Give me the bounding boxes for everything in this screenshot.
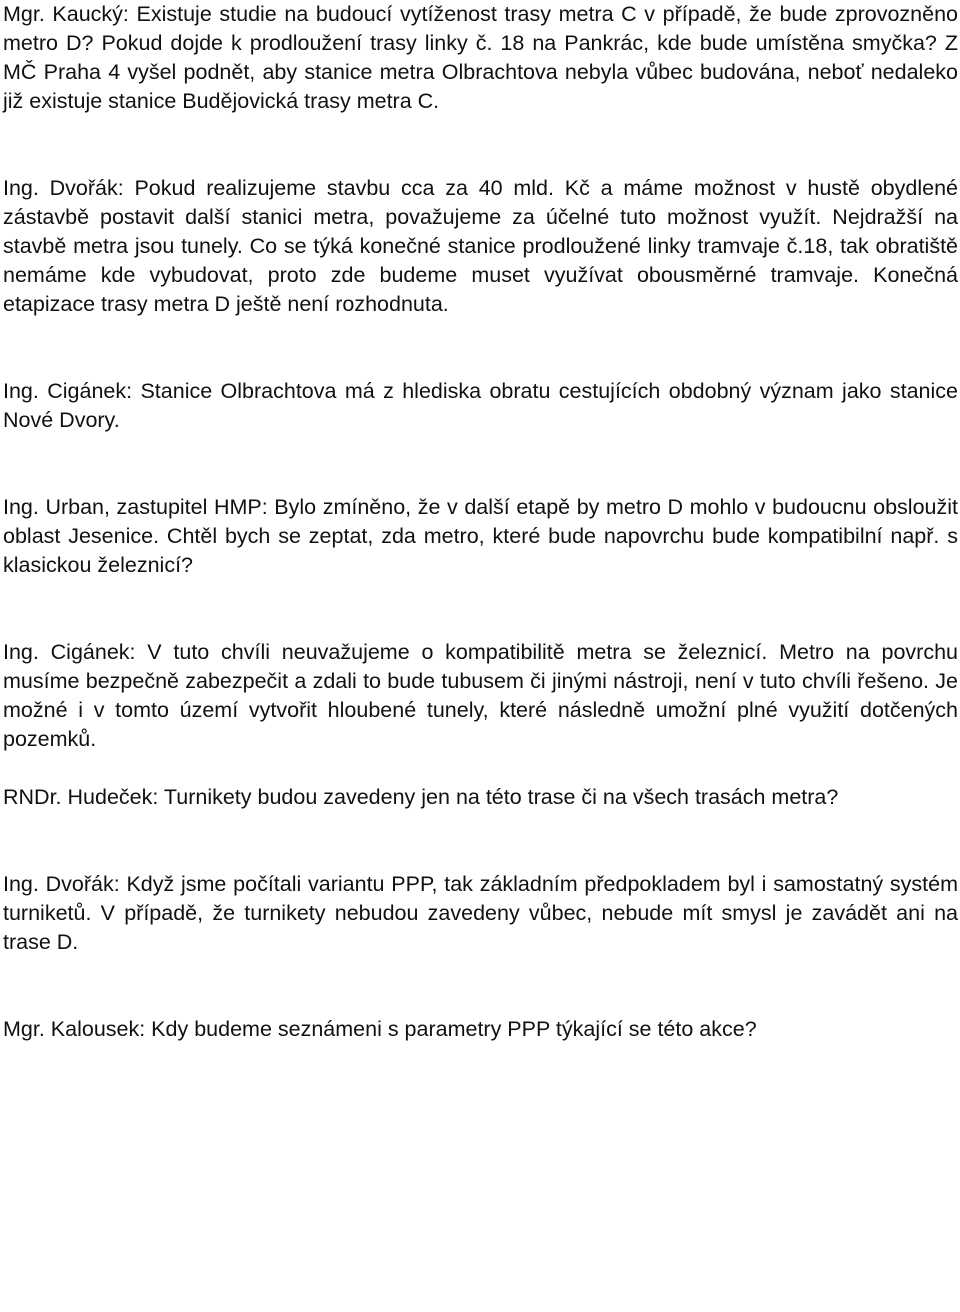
paragraph-hudecek-question: RNDr. Hudeček: Turnikety budou zavedeny jen na této trase či na všech trasách metra?: [3, 785, 839, 809]
document-page: [3, 0, 958, 1044]
paragraph-spacer: [3, 957, 958, 1015]
paragraph-urban-question: Ing. Urban, zastupitel HMP: Bylo zmíněno, že v další etapě by metro D mohlo v budoucnu obsloužit oblast Jesenice. Chtěl bych se zeptat, zda metro, které bude napovrchu bude kompatibilní např. s klasickou železnicí?: [3, 495, 958, 577]
paragraph-ciganek-compatibility: Ing. Cigánek: V tuto chvíli neuvažujeme o kompatibilitě metra se železnicí. Metro na povrchu musíme bezpečně zabezpečit a zdali to bude tubusem či jinými nástroji, není v tuto chvíli řešeno. Je možné i v tomto území vytvořit hloubené tunely, které následně umožní plné využití dotčených pozemků.: [3, 640, 958, 751]
paragraph-spacer: [3, 319, 958, 377]
paragraph-spacer: [3, 812, 958, 870]
paragraph-kaucky-question: Mgr. Kaucký: Existuje studie na budoucí vytíženost trasy metra C v případě, že bude zprovozněno metro D? Pokud dojde k prodloužení trasy linky č. 18 na Pankrác, kde bude umístěna smyčka? Z MČ Praha 4 vyšel podnět, aby stanice metra Olbrachtova nebyla vůbec budována, neboť nedaleko již existuje stanice Budějovická trasy metra C.: [3, 2, 958, 113]
paragraph-spacer: [3, 116, 958, 174]
paragraph-dvorak-answer: Ing. Dvořák: Pokud realizujeme stavbu cca za 40 mld. Kč a máme možnost v hustě obydlené zástavbě postavit další stanici metra, považujeme za účelné tuto možnost využít. Nejdražší na stavbě metra jsou tunely. Co se týká konečné stanice prodloužené linky tramvaje č.18, tak obratiště nemáme kde vybudovat, proto zde budeme muset využívat obousměrné tramvaje. Konečná etapizace trasy metra D ještě není rozhodnuta.: [3, 176, 958, 316]
paragraph-spacer: [3, 435, 958, 493]
paragraph-spacer: [3, 580, 958, 638]
paragraph-spacer: [3, 754, 958, 783]
paragraph-ciganek-olbrachtova: Ing. Cigánek: Stanice Olbrachtova má z hlediska obratu cestujících obdobný význam jako stanice Nové Dvory.: [3, 379, 958, 432]
paragraph-kalousek-question: Mgr. Kalousek: Kdy budeme seznámeni s parametry PPP týkající se této akce?: [3, 1017, 757, 1041]
paragraph-dvorak-turnstiles: Ing. Dvořák: Když jsme počítali variantu PPP, tak základním předpokladem byl i samostatný systém turniketů. V případě, že turnikety nebudou zavedeny vůbec, nebude mít smysl je zavádět ani na trase D.: [3, 872, 958, 954]
